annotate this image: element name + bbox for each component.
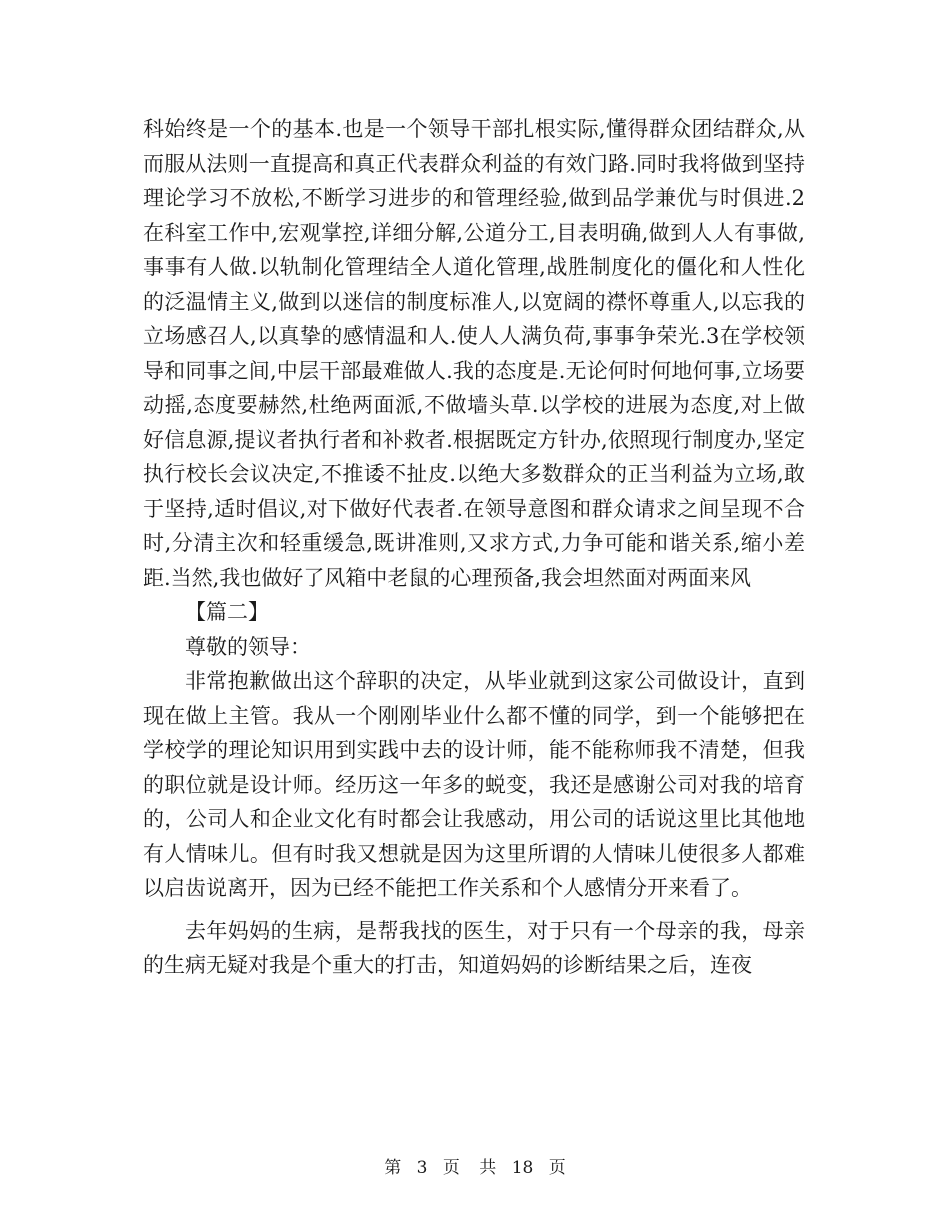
document-body bbox=[143, 112, 805, 983]
footer-total-unit: 页 bbox=[548, 1158, 566, 1178]
page-footer bbox=[0, 1153, 950, 1178]
footer-page-unit: 页 bbox=[442, 1158, 460, 1178]
footer-total-pages: 18 bbox=[511, 1158, 534, 1178]
body-paragraph-1: 科始终是一个的基本.也是一个领导干部扎根实际,懂得群众团结群众,从而服从法则一直提高和真正代表群众利益的有效门路.同时我将做到坚持理论学习不放松,不断学习进步的和管理经验,做到品学兼优与时俱进.2在科室工作中,宏观掌控,详细分解,公道分工,目表明确,做到人人有事做,事事有人做.以轨制化管理结全人道化管理,战胜制度化的僵化和人性化的泛温情主义,做到以迷信的制度标准人,以宽阔的襟怀尊重人,以忘我的立场感召人,以真挚的感情温和人.使人人满负荷,事事争荣光.3在学校领导和同事之间,中层干部最难做人.我的态度是.无论何时何地何事,立场要动摇,态度要赫然,杜绝两面派,不做墙头草.以学校的进展为态度,对上做好信息源,提议者执行者和补救者.根据既定方针办,依照现行制度办,坚定执行校长会议决定,不推诿不扯皮.以绝大多数群众的正当利益为立场,敢于坚持,适时倡议,对下做好代表者.在领导意图和群众请求之间呈现不合时,分清主次和轻重缓急,既讲准则,又求方式,力争可能和谐关系,缩小差距.当然,我也做好了风箱中老鼠的心理预备,我会坦然面对两面来风 bbox=[143, 117, 805, 590]
footer-total-label: 共 bbox=[479, 1158, 497, 1178]
footer-page-number: 3 bbox=[416, 1158, 428, 1178]
footer-page-label: 第 bbox=[384, 1158, 402, 1178]
body-paragraph-3: 去年妈妈的生病，是帮我找的医生，对于只有一个母亲的我，母亲的生病无疑对我是个重大的打击，知道妈妈的诊断结果之后，连夜 bbox=[143, 918, 805, 977]
salutation: 尊敬的领导： bbox=[185, 634, 311, 659]
body-paragraph-2: 非常抱歉做出这个辞职的决定，从毕业就到这家公司做设计，直到现在做上主管。我从一个刚刚毕业什么都不懂的同学，到一个能够把在学校学的理论知识用到实践中去的设计师，能不能称师我不清楚，但我的职位就是设计师。经历这一年多的蜕变，我还是感谢公司对我的培育的，公司人和企业文化有时都会让我感动，用公司的话说这里比其他地有人情味儿。但有时我又想就是因为这里所谓的人情味儿使很多人都难以启齿说离开，因为已经不能把工作关系和个人感情分开来看了。 bbox=[143, 669, 805, 900]
section-heading: 【篇二】 bbox=[185, 600, 269, 624]
